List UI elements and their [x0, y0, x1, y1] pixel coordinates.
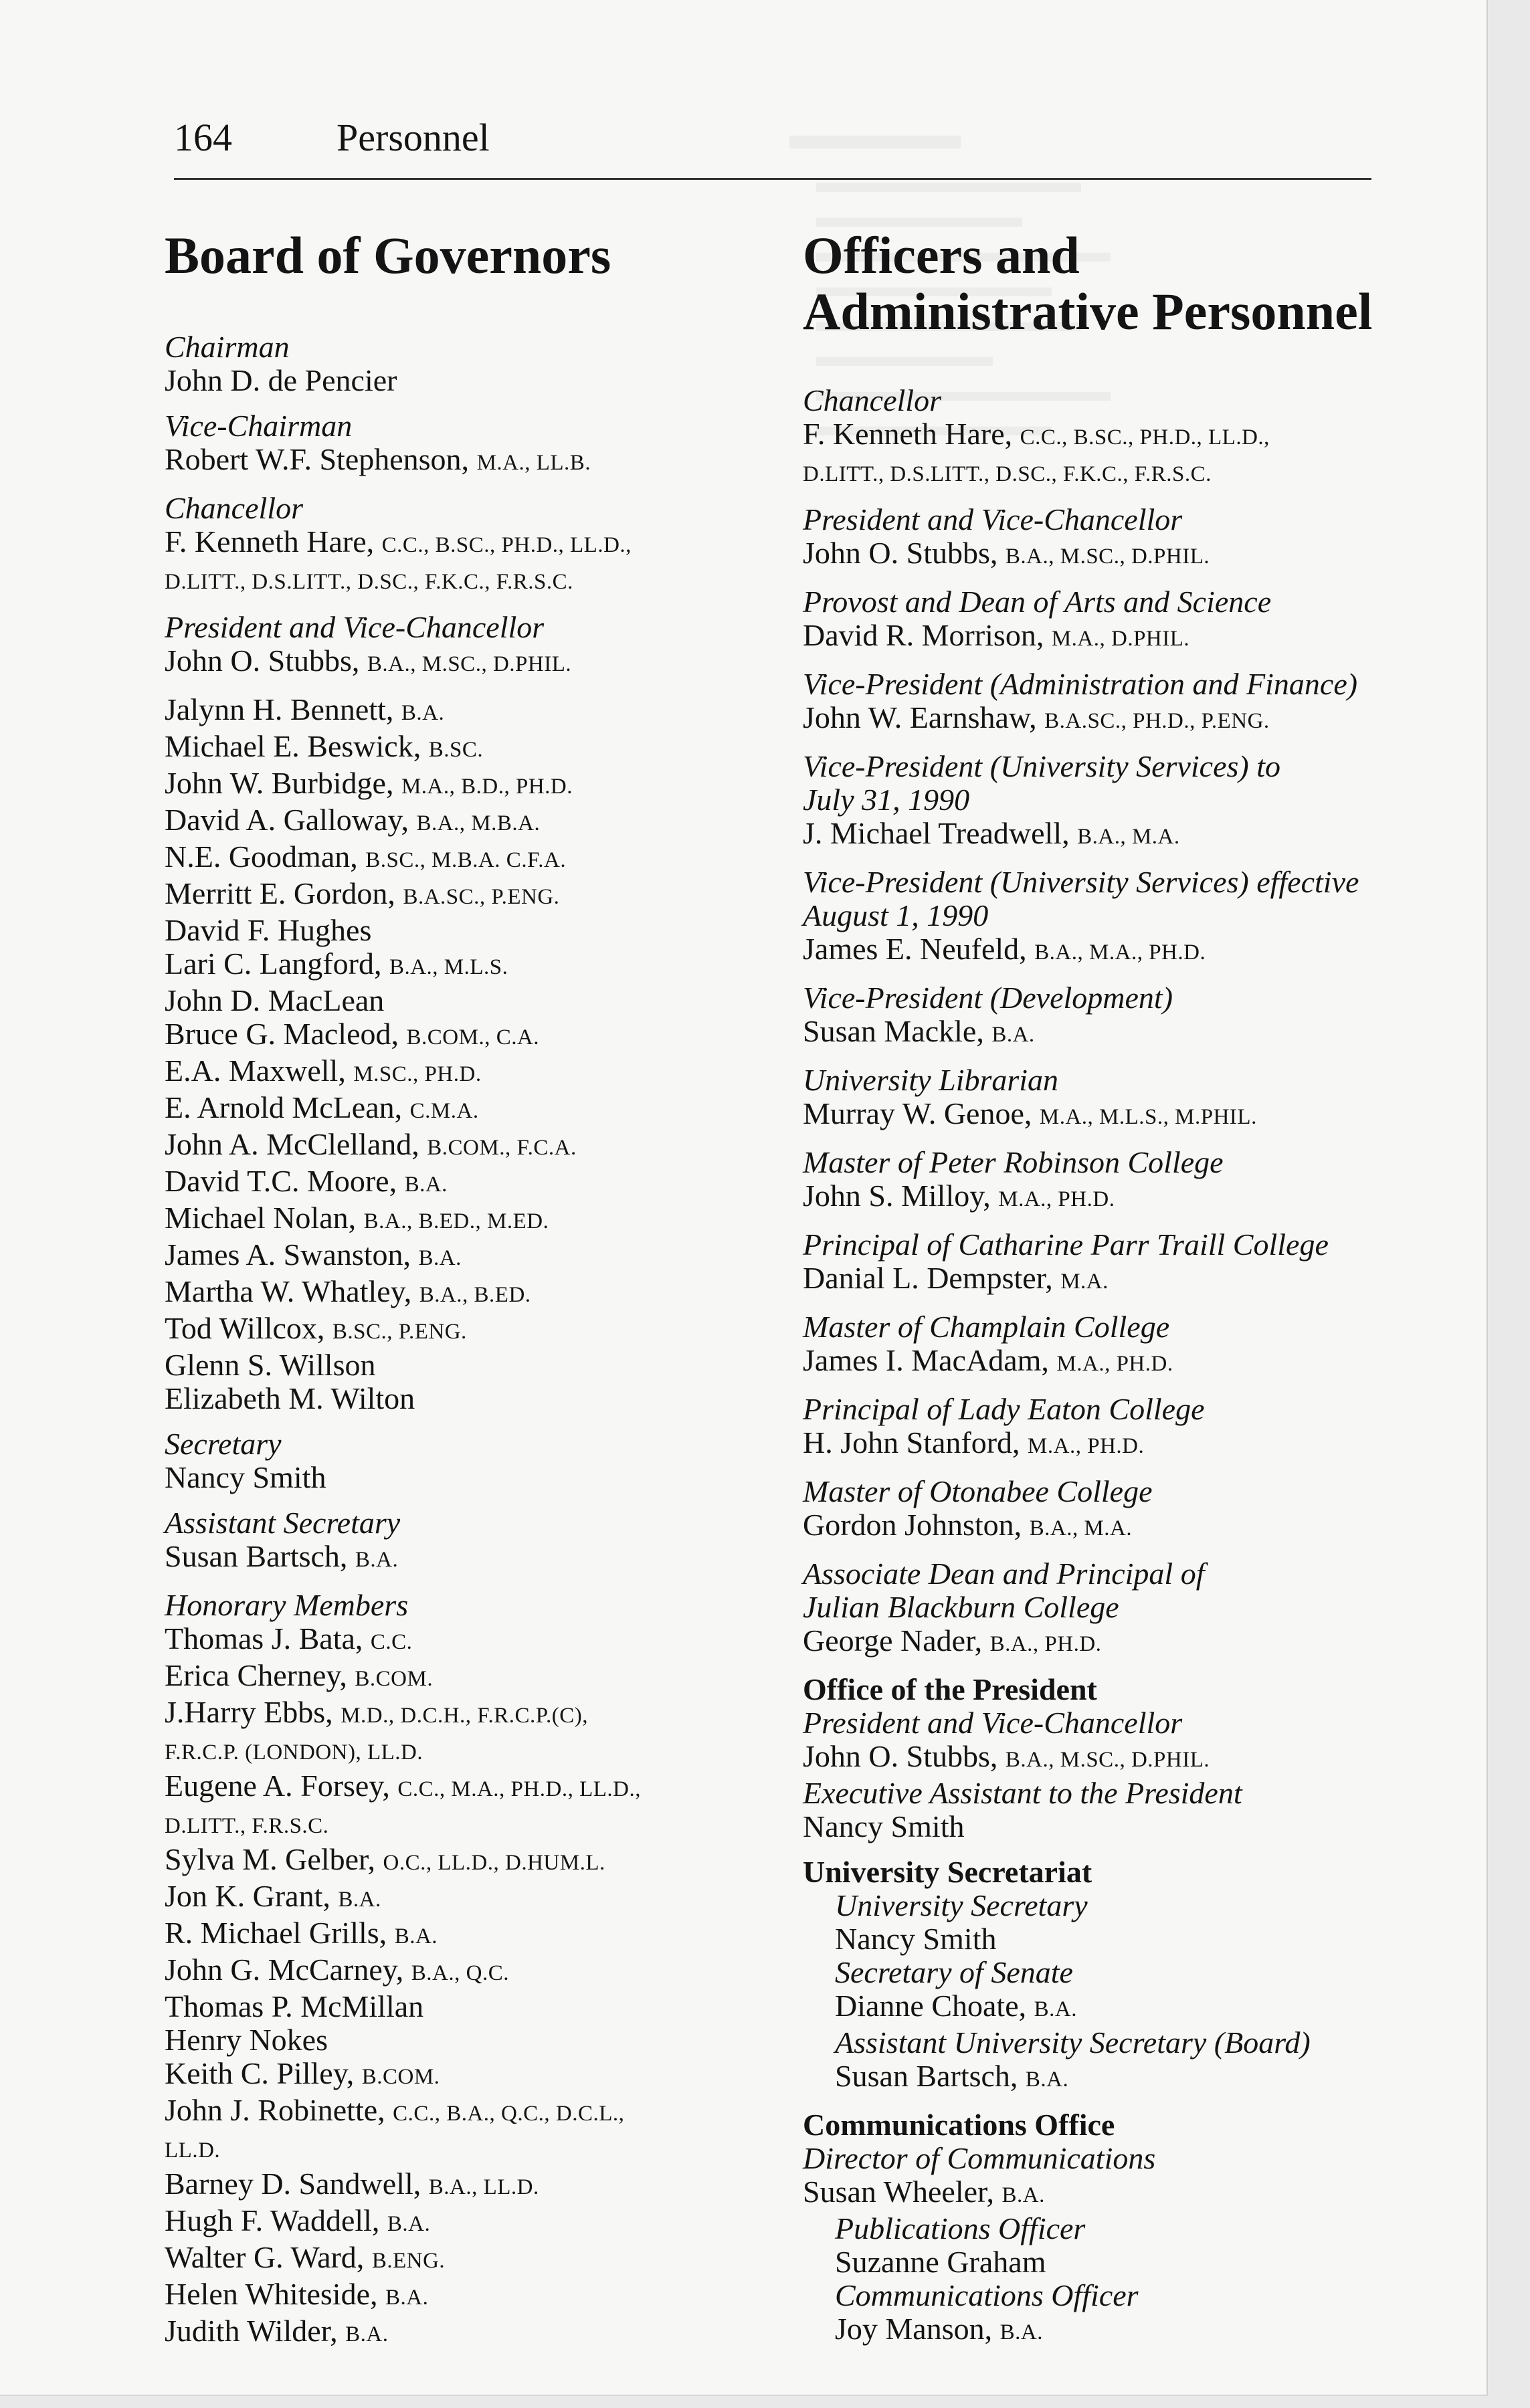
person-name-text: Gordon Johnston, [803, 1508, 1022, 1542]
honorary-member [165, 2278, 767, 2314]
officer-entry [803, 503, 1445, 573]
communications-office [803, 2108, 1445, 2349]
honorary-member [165, 1843, 767, 1880]
officers-title-line-1: Officers and [803, 226, 1080, 284]
person-name-text: John W. Burbidge, [165, 766, 394, 800]
degrees: B.A., M.SC., D.PHIL. [367, 652, 572, 676]
board-member [165, 1017, 767, 1054]
honorary-member [165, 1696, 767, 1732]
honorary-member [165, 1622, 767, 1659]
person-name-text: Thomas P. McMillan [165, 1989, 424, 2023]
role-label-continued: July 31, 1990 [803, 783, 970, 817]
person-name-text: Helen Whiteside, [165, 2277, 378, 2311]
board-member [165, 1348, 767, 1382]
person-name-text: Michael Nolan, [165, 1201, 357, 1235]
role-label: Assistant University Secretary (Board) [835, 2025, 1311, 2060]
role-label: Chancellor [165, 491, 303, 525]
officer-entries [803, 384, 1445, 1661]
person-name-text: David F. Hughes [165, 913, 372, 947]
role-label: Provost and Dean of Arts and Science [803, 585, 1272, 619]
role-label: Chancellor [803, 383, 941, 417]
person-name: F. Kenneth Hare, C.C., B.SC., PH.D., LL.D., [165, 524, 632, 559]
person-name-text: Tod Willcox, [165, 1311, 325, 1345]
role-label: Master of Peter Robinson College [803, 1145, 1224, 1179]
person-name-text: Elizabeth M. Wilton [165, 1381, 415, 1415]
university-secretariat [803, 1855, 1445, 2096]
person-name-text: R. Michael Grills, [165, 1916, 387, 1950]
person-name-text: Thomas J. Bata, [165, 1621, 363, 1656]
person-name-text: Michael E. Beswick, [165, 729, 421, 763]
person-name-text: J. Michael Treadwell, [803, 816, 1070, 850]
person-name: John O. Stubbs, B.A., M.SC., D.PHIL. [165, 643, 572, 678]
degrees: B.A., M.A. [1077, 825, 1180, 849]
role-label: Director of Communications [803, 2141, 1156, 2175]
board-member [165, 1201, 767, 1238]
chairman-entry [165, 330, 767, 397]
honorary-member [165, 2023, 767, 2057]
degrees: B.COM., C.A. [406, 1025, 540, 1049]
board-member [165, 1128, 767, 1165]
board-member [165, 767, 767, 803]
honorary-member [165, 1916, 767, 1953]
officer-name [803, 1097, 1445, 1134]
person-name-text: J.Harry Ebbs, [165, 1695, 333, 1729]
honorary-member [165, 1990, 767, 2023]
degrees: M.D., D.C.H., F.R.C.P.(C), [341, 1704, 588, 1728]
degrees: M.A., PH.D. [998, 1187, 1115, 1211]
person-name: Dianne Choate, B.A. [835, 1989, 1077, 2023]
degrees: O.C., LL.D., D.HUM.L. [383, 1851, 605, 1875]
role-label: President and Vice-Chancellor [803, 502, 1183, 536]
person-name-text: John J. Robinette, [165, 2093, 385, 2127]
degrees: C.C., B.SC., PH.D., LL.D., [1020, 425, 1270, 449]
board-members-list [165, 693, 767, 1415]
person-name: John D. de Pencier [165, 363, 397, 397]
board-member [165, 840, 767, 877]
office-heading: Communications Office [803, 2108, 1115, 2142]
person-name-text: Erica Cherney, [165, 1658, 347, 1692]
degrees: B.A.SC., P.ENG. [403, 885, 560, 909]
degrees: D.LITT., D.S.LITT., D.SC., F.K.C., F.R.S.C. [803, 462, 1212, 486]
role-label: Publications Officer [835, 2211, 1086, 2245]
role-label: President and Vice-Chancellor [803, 1706, 1183, 1740]
person-name: Susan Wheeler, B.A. [803, 2175, 1045, 2209]
honorary-member [165, 2057, 767, 2094]
person-name-text: David T.C. Moore, [165, 1164, 397, 1198]
honorary-member [165, 1953, 767, 1990]
person-name-text: Lari C. Langford, [165, 946, 382, 981]
degrees: B.A., Q.C. [411, 1961, 509, 1985]
degrees: B.A., LL.D. [428, 2175, 539, 2199]
degrees: B.A. [338, 1888, 381, 1912]
person-name-text: John D. MacLean [165, 983, 385, 1017]
board-of-governors-column [165, 227, 767, 2363]
person-name-text: John G. McCarney, [165, 1952, 404, 1987]
person-name-text: Eugene A. Forsey, [165, 1769, 390, 1803]
person-name-text: Murray W. Genoe, [803, 1096, 1032, 1130]
role-label: Secretary [165, 1427, 282, 1461]
officers-title [803, 227, 1445, 340]
role-label: Communications Officer [835, 2278, 1139, 2312]
person-name: Joy Manson, B.A. [835, 2312, 1043, 2346]
role-label: University Secretary [835, 1888, 1088, 1922]
vice-chairman-entry [165, 409, 767, 480]
person-name: John O. Stubbs, B.A., M.SC., D.PHIL. [803, 1739, 1210, 1773]
degrees: B.A. [385, 2286, 429, 2310]
person-name-text: John S. Milloy, [803, 1179, 991, 1213]
board-member [165, 1382, 767, 1415]
officer-entry [803, 981, 1445, 1051]
board-member [165, 803, 767, 840]
board-member [165, 1238, 767, 1275]
officers-column [803, 227, 1445, 2361]
person-name-text: John O. Stubbs, [803, 536, 998, 570]
officer-entry [803, 1557, 1445, 1661]
person-name-text: Keith C. Pilley, [165, 2056, 355, 2090]
degrees: LL.D. [165, 2138, 221, 2163]
officer-name [803, 1015, 1445, 1051]
honorary-member [165, 1880, 767, 1916]
role-label: Honorary Members [165, 1588, 409, 1622]
role-label: Chairman [165, 330, 290, 364]
degrees: F.R.C.P. (LONDON), LL.D. [165, 1740, 423, 1765]
person-name-text: Martha W. Whatley, [165, 1274, 412, 1308]
degrees: M.A., B.D., PH.D. [401, 775, 573, 799]
officer-name [803, 701, 1445, 738]
degrees: B.A. [394, 1924, 438, 1948]
honorary-members-list [165, 1622, 767, 2351]
officer-entry [803, 750, 1445, 854]
degrees: C.M.A. [409, 1099, 479, 1123]
officer-entry [803, 585, 1445, 656]
board-member [165, 914, 767, 947]
person-name-text: Barney D. Sandwell, [165, 2167, 421, 2201]
officer-name [803, 932, 1445, 969]
person-name-text: Bruce G. Macleod, [165, 1017, 399, 1051]
role-label: President and Vice-Chancellor [165, 610, 545, 644]
office-heading: University Secretariat [803, 1855, 1092, 1889]
role-label-continued: August 1, 1990 [803, 898, 989, 932]
person-name: Suzanne Graham [835, 2245, 1046, 2279]
person-name-text: John W. Earnshaw, [803, 700, 1037, 734]
office-heading: Office of the President [803, 1672, 1097, 1706]
degrees: B.A., M.A. [1029, 1516, 1133, 1540]
secretary-entry [165, 1427, 767, 1494]
degrees: C.C., B.SC., PH.D., LL.D., [381, 533, 632, 557]
degrees: B.A. [401, 701, 445, 725]
board-member [165, 1165, 767, 1201]
degrees: M.A., LL.B. [476, 451, 591, 475]
degrees: M.A., PH.D. [1056, 1352, 1173, 1376]
degrees: B.A., B.ED., M.ED. [363, 1209, 549, 1233]
degrees: B.A.SC., PH.D., P.ENG. [1044, 709, 1270, 733]
role-label: Vice-President (University Services) to [803, 749, 1280, 783]
degrees: M.A., PH.D. [1028, 1434, 1145, 1458]
person-name-text: Jalynn H. Bennett, [165, 692, 394, 726]
degrees: M.A. [1060, 1270, 1109, 1294]
role-label: Executive Assistant to the President [803, 1776, 1242, 1810]
degrees: M.A., M.L.S., M.PHIL. [1039, 1105, 1257, 1129]
board-member [165, 1275, 767, 1312]
person-name: Nancy Smith [803, 1809, 965, 1843]
person-name-text: Sylva M. Gelber, [165, 1842, 375, 1876]
person-name: Robert W.F. Stephenson, M.A., LL.B. [165, 442, 591, 476]
role-label-continued: Julian Blackburn College [803, 1590, 1119, 1624]
board-member [165, 984, 767, 1017]
running-head-title: Personnel [337, 116, 490, 159]
person-name-text: Danial L. Dempster, [803, 1261, 1053, 1295]
honorary-member [165, 1769, 767, 1806]
person-name: Nancy Smith [165, 1460, 326, 1494]
role-label: Vice-President (Development) [803, 981, 1173, 1015]
office-of-the-president [803, 1673, 1445, 1843]
officer-entry [803, 1310, 1445, 1381]
degrees-continued: D.LITT., D.S.LITT., D.SC., F.K.C., F.R.S.C. [165, 570, 573, 594]
role-label: Principal of Lady Eaton College [803, 1392, 1205, 1426]
person-name-text: Glenn S. Willson [165, 1348, 376, 1382]
person-name-text: Hugh F. Waddell, [165, 2203, 380, 2237]
role-label: Associate Dean and Principal of [803, 1557, 1205, 1591]
board-member [165, 947, 767, 984]
degrees: B.A. [418, 1246, 462, 1270]
person-name-text: E.A. Maxwell, [165, 1054, 346, 1088]
degrees-continued [165, 1732, 767, 1769]
board-title: Board of Governors [165, 226, 611, 284]
officer-entry [803, 668, 1445, 738]
person-name-text: H. John Stanford, [803, 1425, 1020, 1460]
role-label: Assistant Secretary [165, 1506, 401, 1540]
officer-entry [803, 1228, 1445, 1298]
degrees: B.COM., F.C.A. [427, 1136, 577, 1160]
person-name-text: George Nader, [803, 1623, 983, 1658]
role-label: Secretary of Senate [835, 1955, 1073, 1989]
officer-name [803, 619, 1445, 656]
person-name-text: David A. Galloway, [165, 803, 409, 837]
officer-name [803, 1624, 1445, 1661]
officer-name [803, 536, 1445, 573]
role-label: Master of Otonabee College [803, 1474, 1153, 1508]
officer-entry [803, 1393, 1445, 1463]
degrees: B.A. [355, 1548, 399, 1572]
degrees: M.A., D.PHIL. [1051, 627, 1190, 651]
officers-title-line-2: Administrative Personnel [803, 282, 1373, 340]
degrees: B.ENG. [371, 2249, 446, 2273]
officer-entry [803, 1064, 1445, 1134]
degrees: B.A., M.A., PH.D. [1034, 940, 1206, 965]
degrees: B.SC., P.ENG. [332, 1320, 467, 1344]
person-name-text: Susan Mackle, [803, 1014, 984, 1048]
board-member [165, 1312, 767, 1348]
person-name-text: N.E. Goodman, [165, 839, 358, 874]
person-name-text: Jon K. Grant, [165, 1879, 330, 1913]
degrees: B.A. [387, 2212, 431, 2236]
person-name-text: James E. Neufeld, [803, 932, 1027, 966]
officer-name [803, 1426, 1445, 1463]
honorary-member [165, 2241, 767, 2278]
degrees: B.A., M.B.A. [416, 811, 541, 835]
officer-entry [803, 1146, 1445, 1216]
degrees-continued [803, 454, 1445, 491]
degrees: C.C., M.A., PH.D., LL.D., [397, 1777, 641, 1801]
officer-entry [803, 1475, 1445, 1545]
degrees: B.A., M.L.S. [389, 955, 508, 979]
person-name-text: E. Arnold McLean, [165, 1090, 403, 1124]
president-entry [165, 611, 767, 681]
officer-name [803, 817, 1445, 854]
degrees: B.A. [345, 2322, 389, 2346]
degrees: B.A. [404, 1173, 448, 1197]
person-name-text: James I. MacAdam, [803, 1343, 1049, 1377]
degrees: B.COM. [355, 1667, 434, 1691]
honorary-member [165, 2314, 767, 2351]
degrees: B.COM. [361, 2065, 440, 2089]
officer-name [803, 417, 1445, 454]
degrees: B.A., M.SC., D.PHIL. [1005, 544, 1210, 569]
degrees: M.SC., PH.D. [353, 1062, 482, 1086]
running-header [174, 114, 1371, 180]
degrees-continued [165, 1806, 767, 1843]
assistant-secretary-entry [165, 1506, 767, 1577]
role-label: Vice-President (Administration and Finance) [803, 667, 1358, 701]
degrees: C.C., B.A., Q.C., D.C.L., [393, 2102, 625, 2126]
board-member [165, 877, 767, 914]
degrees: C.C. [370, 1630, 413, 1654]
honorary-member [165, 1659, 767, 1696]
board-member [165, 1091, 767, 1128]
degrees: B.SC. [428, 738, 484, 762]
honorary-member [165, 2094, 767, 2130]
degrees: B.A., PH.D. [989, 1632, 1102, 1656]
officer-entry [803, 866, 1445, 969]
role-label: Vice-President (University Services) effective [803, 865, 1359, 899]
role-label: Principal of Catharine Parr Traill College [803, 1227, 1329, 1262]
officer-name [803, 1508, 1445, 1545]
board-member [165, 1054, 767, 1091]
role-label: Master of Champlain College [803, 1310, 1170, 1344]
person-name-text: Merritt E. Gordon, [165, 876, 395, 910]
board-member [165, 730, 767, 767]
board-member [165, 693, 767, 730]
person-name: Susan Bartsch, B.A. [165, 1539, 399, 1573]
person-name-text: Judith Wilder, [165, 2314, 338, 2348]
person-name-text: F. Kenneth Hare, [803, 417, 1013, 451]
person-name: Nancy Smith [835, 1922, 997, 1956]
person-name: Susan Bartsch, B.A. [835, 2059, 1069, 2093]
officer-entry [803, 384, 1445, 491]
person-name-text: Walter G. Ward, [165, 2240, 365, 2274]
role-label: Vice-Chairman [165, 409, 353, 443]
honorary-member [165, 2204, 767, 2241]
honorary-members [165, 1589, 767, 2351]
person-name-text: James A. Swanston, [165, 1237, 411, 1272]
page-number: 164 [174, 116, 232, 159]
degrees: B.SC., M.B.A. C.F.A. [365, 848, 567, 872]
chancellor-entry [165, 492, 767, 599]
person-name-text: Henry Nokes [165, 2023, 328, 2057]
degrees: B.A. [991, 1023, 1035, 1047]
person-name-text: John A. McClelland, [165, 1127, 419, 1161]
honorary-member [165, 2167, 767, 2204]
officer-name [803, 1344, 1445, 1381]
officer-name [803, 1179, 1445, 1216]
degrees-continued [165, 2130, 767, 2167]
degrees: D.LITT., F.R.S.C. [165, 1814, 329, 1838]
role-label: University Librarian [803, 1063, 1059, 1097]
person-name-text: David R. Morrison, [803, 618, 1044, 652]
officer-name [803, 1262, 1445, 1298]
degrees: B.A., B.ED. [419, 1283, 531, 1307]
